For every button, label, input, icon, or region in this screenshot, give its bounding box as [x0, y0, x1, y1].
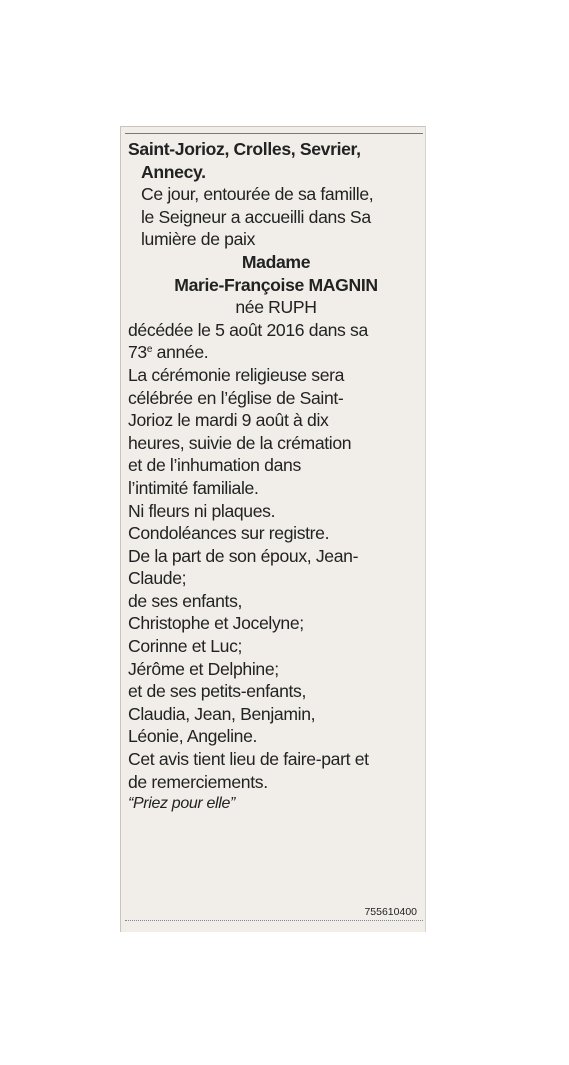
bottom-rule — [125, 920, 423, 921]
deceased-title: Madame — [241, 251, 311, 272]
ceremony-line: célébrée en l’église de Saint- — [128, 387, 344, 408]
maiden-name: née RUPH — [235, 297, 317, 318]
notice-body — [128, 138, 424, 816]
age-suffix: e — [146, 344, 153, 356]
location-line-1: Saint-Jorioz, Crolles, Sevrier, — [128, 139, 361, 159]
ceremony-line: l’intimité familiale. — [128, 477, 259, 498]
instructions-line: Condoléances sur registre. — [128, 523, 330, 544]
intro-line-2: le Seigneur a accueilli dans Sa — [141, 206, 371, 227]
family-line: Claude; — [128, 568, 187, 589]
family-line: Christophe et Jocelyne; — [128, 613, 304, 634]
family-line: Claudia, Jean, Benjamin, — [128, 703, 316, 724]
death-line: décédée le 5 août 2016 dans sa — [128, 319, 368, 340]
location-line-2: Annecy. — [141, 161, 206, 182]
closing-line: Cet avis tient lieu de faire-part et — [128, 749, 369, 770]
family-line: et de ses petits-enfants, — [128, 681, 307, 702]
reference-number: 755610400 — [364, 906, 417, 918]
signoff: “Priez pour elle” — [128, 795, 235, 813]
ceremony-line: heures, suivie de la crémation — [128, 432, 352, 453]
instructions-line: Ni fleurs ni plaques. — [128, 500, 276, 521]
closing-line: de remerciements. — [128, 771, 268, 792]
ceremony-line: La cérémonie religieuse sera — [128, 364, 345, 385]
family-line: Corinne et Luc; — [128, 636, 243, 657]
intro-line-1: Ce jour, entourée de sa famille, — [141, 184, 374, 205]
family-line: Léonie, Angeline. — [128, 726, 258, 747]
top-rule — [125, 133, 423, 134]
age-line — [128, 341, 424, 364]
intro-line-3: lumière de paix — [141, 229, 256, 250]
age-rest: année. — [152, 342, 209, 363]
family-line: Jérôme et Delphine; — [128, 658, 279, 679]
deceased-name: Marie-Françoise MAGNIN — [174, 274, 378, 295]
ceremony-line: et de l’inhumation dans — [128, 455, 301, 476]
family-line: de ses enfants, — [128, 590, 243, 611]
ceremony-line: Jorioz le mardi 9 août à dix — [128, 410, 329, 431]
age-number: 73 — [128, 342, 147, 363]
family-line: De la part de son époux, Jean- — [128, 545, 359, 566]
obituary-clipping — [120, 126, 426, 932]
